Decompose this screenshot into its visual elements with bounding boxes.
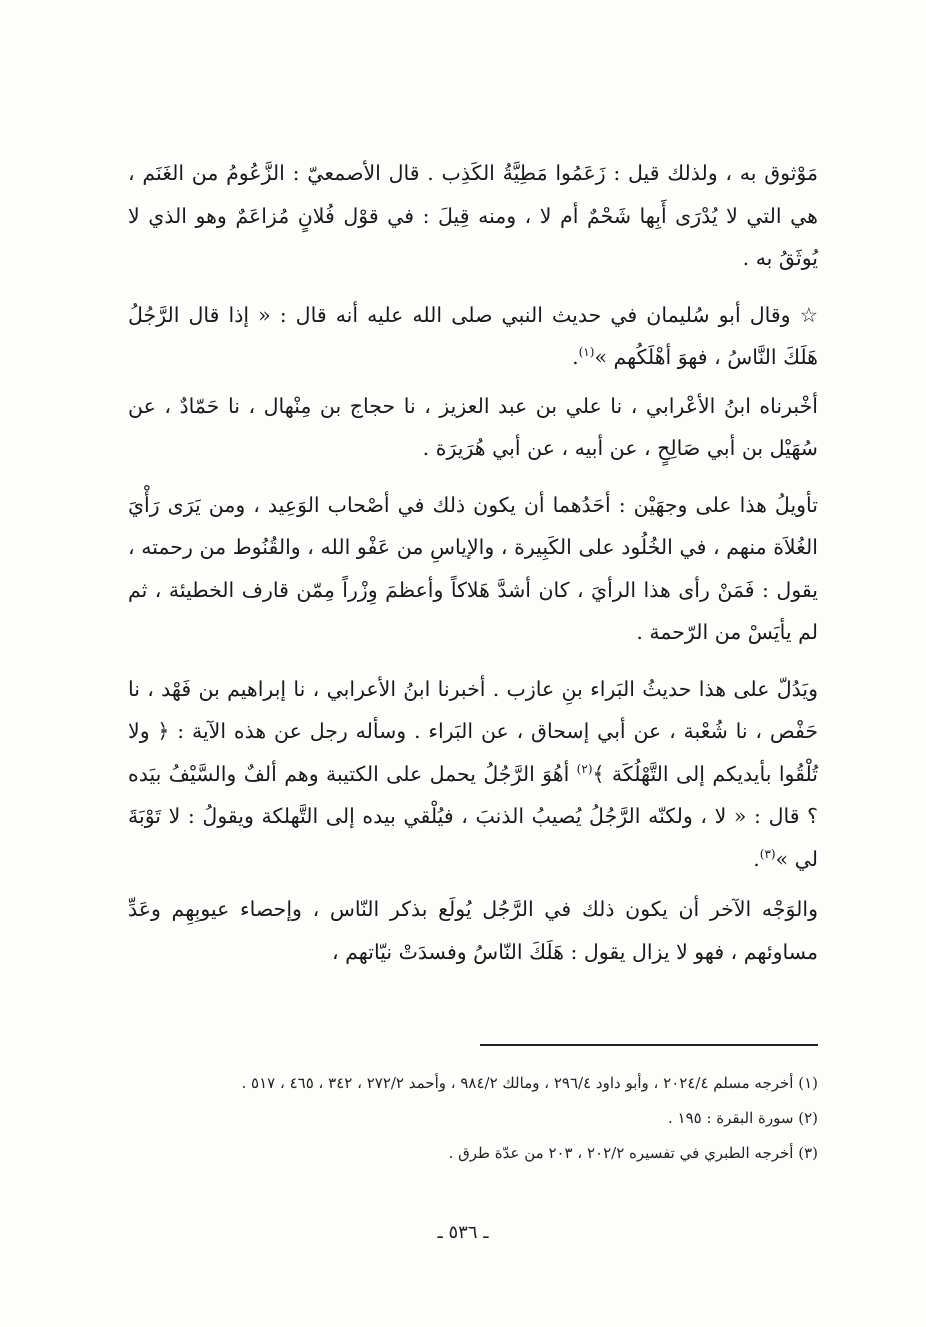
footnote-ref-1: (١) [578,345,595,360]
paragraph-5 [128,668,818,881]
main-text [128,152,818,981]
paragraph-5-end: . [753,846,760,871]
paragraph-6 [128,888,818,973]
paragraph-3 [128,385,818,470]
paragraph-3-text: أخْبرناه ابنُ الأعْرابي ، نا علي بن عبد العزيز ، نا حجاج بن مِنْهال ، نا حَمّادٌ ، عن سُهَيْل بن أبي صَالِحٍ ، عن أبيه ، عن أبي هُرَيرَة . [128,393,818,460]
footnote-ref-3: (٣) [759,846,776,861]
footnotes [128,1070,818,1175]
paragraph-1 [128,152,818,280]
paragraph-1-text: مَوْثوق به ، ولذلك قيل : زَعَمُوا مَطِيَّةُ الكَذِب . قال الأصمعيّ : الزَّعُومُ من الغَنَم ، هي التي لا يُدْرَى أَبِها شَحْمٌ أم لا ، ومنه قِيلَ : في قوْل فُلانٍ مُزاعَمٌ وهو الذي لا يُوثَقُ به . [128,161,818,270]
paragraph-2-text: ☆ وقال أبو سُليمان في حديث النبي صلى الله عليه أنه قال : « إذا قال الرَّجُلُ هَلَكَ النَّاسُ ، فهوَ أهْلَكُهم » [128,302,818,369]
footnote-2: (٢) سورة البقرة : ١٩٥ . [667,1109,818,1127]
paragraph-2-tail: . [572,345,579,369]
paragraph-5-tail: أهُوَ الرَّجُلُ يحمل على الكتيبة وهم ألفٌ والسَّيْفُ بيَده ؟ قال : « لا ، ولكنّه الرَّجُلُ يُصيبُ الذنبَ ، فيُلْقي بيده إلى التَّهلكة ويقولُ : لا تَوْبَةَ لي » [128,761,818,871]
footnote-1: (١) أخرجه مسلم ٢٠٢٤/٤ ، وأبو داود ٢٩٦/٤ ، ومالك ٩٨٤/٢ ، وأحمد ٢٧٢/٢ ، ٣٤٢ ، ٤٦٥ ، ٥١٧ . [241,1074,818,1092]
paragraph-5-text: ويَدُلّ على هذا حديثُ البَراء بنِ عازب . أخبرنا ابنُ الأعرابي ، نا إبراهيم بن فَهْد ، نا حَفْص ، نا شُعْبة ، عن أبي إسحاق ، عن البَراء . وسأله رجل عن هذه الآية : ﴿ ولا تُلْقُوا بأيديكم إلى التَّهْلُكَة ﴾ [128,676,818,786]
page-number: ـ ٥٣٦ ـ [437,1222,489,1243]
paragraph-4 [128,484,818,654]
footnote-ref-2: (٢) [576,761,593,776]
footnote-3: (٣) أخرجه الطبري في تفسيره ٢٠٢/٢ ، ٢٠٣ من عدّة طرق . [448,1144,818,1162]
paragraph-2 [128,294,818,379]
footnote-separator [480,1044,818,1046]
paragraph-6-text: والوَجْه الآخر أن يكون ذلك في الرَّجُل يُولَع بذكر النّاس ، وإحصاء عيوبِهِم وعَدِّ مساوئهم ، فهو لا يزال يقول : هَلَكَ النّاسُ وفسدَتْ نيّاتهم ، [128,897,818,964]
paragraph-4-text: تأويلُ هذا على وجهَيْن : أحَدُهما أن يكون ذلك في أصْحاب الوَعِيد ، ومن يَرَى رَأْيَ الغُلاَة منهم ، في الخُلُود على الكَبِيرة ، والإياسِ من عَفْو الله ، والقُنُوط من رحمته ، يقول : فَمَنْ رأى هذا الرأيَ ، كان أشدَّ هَلاكاً وأعظمَ وِزْراً مِمّن قارف الخطيئة ، ثم لم يأيَسْ من الرّحمة . [128,492,818,644]
